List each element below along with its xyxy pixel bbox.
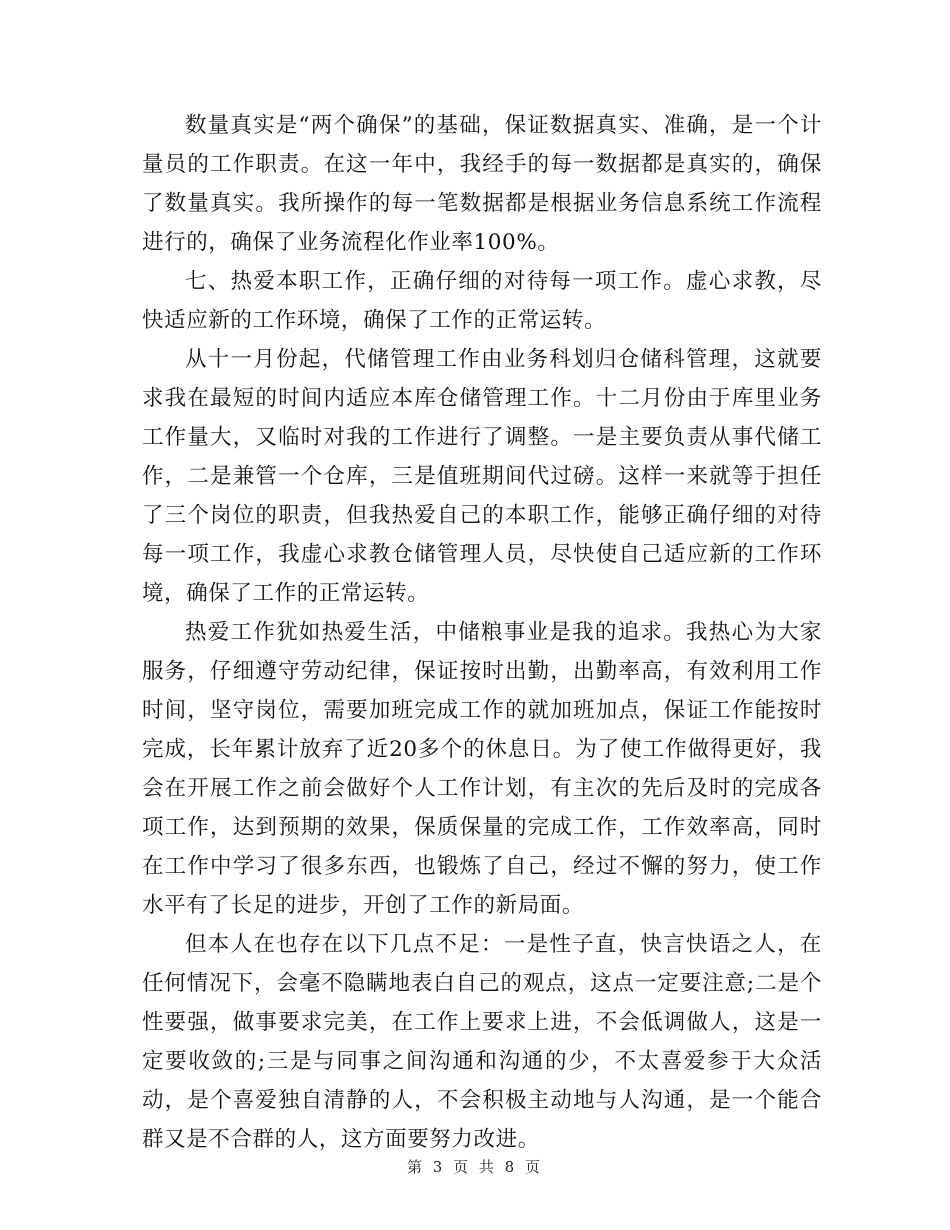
document-body — [142, 106, 822, 1159]
page-number-footer: 第 3 页 共 8 页 — [407, 1158, 543, 1176]
paragraph-work-adjustment: 从十一月份起，代储管理工作由业务科划归仓储科管理，这就要求我在最短的时间内适应本库仓储管理工作。十二月份由于库里业务工作量大，又临时对我的工作进行了调整。一是主要负责从事代储工作，二是兼管一个仓库，三是值班期间代过磅。这样一来就等于担任了三个岗位的职责，但我热爱自己的本职工作，能够正确仔细的对待每一项工作，我虚心求教仓储管理人员，尽快使自己适应新的工作环境，确保了工作的正常运转。 — [142, 347, 822, 606]
paragraph-dedication: 热爱工作犹如热爱生活，中储粮事业是我的追求。我热心为大家服务，仔细遵守劳动纪律，保证按时出勤，出勤率高，有效利用工作时间，坚守岗位，需要加班完成工作的就加班加点，保证工作能按时完成，长年累计放弃了近20多个的休息日。为了使工作做得更好，我会在开展工作之前会做好个人工作计划，有主次的先后及时的完成各项工作，达到预期的效果，保质保量的完成工作，工作效率高，同时在工作中学习了很多东西，也锻炼了自己，经过不懈的努力，使工作水平有了长足的进步，开创了工作的新局面。 — [142, 620, 822, 918]
paragraph-section-seven-heading: 七、热爱本职工作，正确仔细的对待每一项工作。虚心求教，尽快适应新的工作环境，确保了工作的正常运转。 — [142, 269, 822, 333]
paragraph-quantity-accuracy: 数量真实是“两个确保”的基础，保证数据真实、准确，是一个计量员的工作职责。在这一年中，我经手的每一数据都是真实的，确保了数量真实。我所操作的每一笔数据都是根据业务信息系统工作流程进行的，确保了业务流程化作业率100%。 — [142, 113, 822, 255]
paragraph-shortcomings: 但本人在也存在以下几点不足：一是性子直，快言快语之人，在任何情况下，会毫不隐瞒地表白自己的观点，这点一定要注意;二是个性要强，做事要求完美，在工作上要求上进，不会低调做人，这是一定要收敛的;三是与同事之间沟通和沟通的少，不太喜爱参于大众活动，是个喜爱独自清静的人，不会积极主动地与人沟通，是一个能合群又是不合群的人，这方面要努力改进。 — [142, 932, 822, 1152]
